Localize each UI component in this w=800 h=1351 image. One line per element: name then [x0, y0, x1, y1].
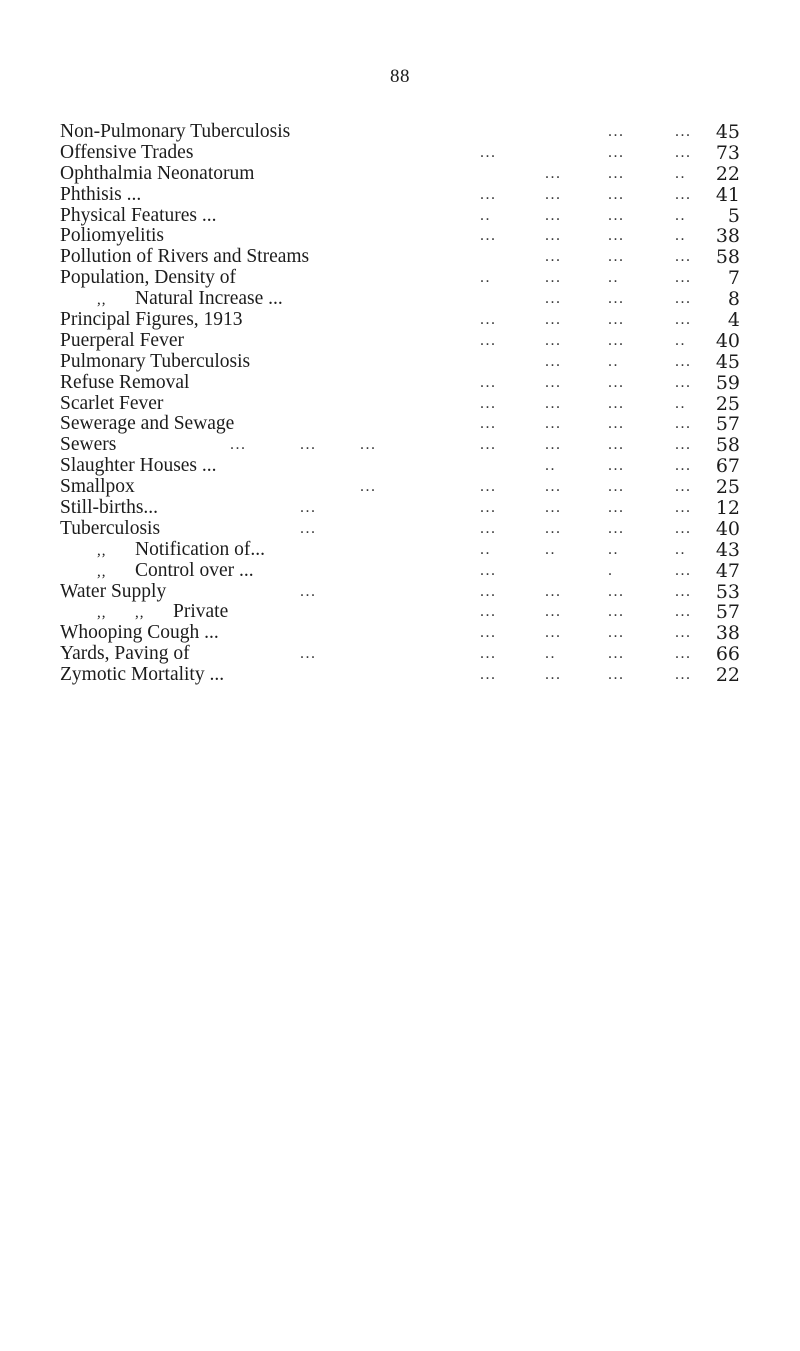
dot-leader: ..: [608, 540, 619, 558]
entry-page-number: 25: [715, 476, 740, 499]
ditto-mark: ,,: [97, 605, 107, 622]
dot-leader: ...: [675, 436, 692, 454]
entry-page-number: 57: [715, 601, 740, 624]
dot-leader: ..: [675, 331, 686, 349]
dot-leader: ...: [545, 352, 562, 370]
entry-page-number: 45: [715, 350, 740, 373]
index-entry: [60, 414, 740, 435]
dot-leader: ...: [480, 143, 497, 161]
ditto-mark: ,,: [97, 563, 107, 580]
dot-leader: ...: [675, 666, 692, 684]
index-entry: [60, 268, 740, 289]
dot-leader: ...: [545, 227, 562, 245]
entry-label: Pollution of Rivers and Streams: [60, 246, 310, 268]
entry-page-number: 38: [715, 225, 740, 248]
entry-page-number: 58: [715, 246, 740, 269]
index-entry: [60, 352, 740, 373]
dot-leader: ...: [480, 373, 497, 391]
dot-leader: ...: [480, 415, 497, 433]
dot-leader: ...: [675, 624, 692, 642]
entry-label: Sewers: [60, 434, 117, 456]
dot-leader: ...: [545, 499, 562, 517]
dot-leader: ...: [675, 373, 692, 391]
entry-label: Yards, Paving of: [60, 643, 190, 665]
entry-label: Puerperal Fever: [60, 329, 184, 351]
dot-leader: ..: [608, 352, 619, 370]
dot-leader: ...: [608, 227, 625, 245]
entry-page-number: 73: [715, 141, 740, 164]
index-list: [60, 122, 740, 686]
dot-leader: ...: [545, 185, 562, 203]
entry-page-number: 43: [715, 538, 740, 561]
entry-label: Physical Features ...: [60, 204, 217, 226]
index-entry: [60, 247, 740, 268]
dot-leader: ...: [608, 519, 625, 537]
index-entry: [60, 226, 740, 247]
dot-leader: ...: [675, 499, 692, 517]
index-entry: [60, 331, 740, 352]
dot-leader: ...: [608, 457, 625, 475]
index-entry: [60, 644, 740, 665]
entry-label: Whooping Cough ...: [60, 622, 219, 644]
entry-label: Population, Density of: [60, 267, 237, 289]
index-entry: [60, 206, 740, 227]
ditto-mark: ,,: [135, 605, 145, 622]
dot-leader: ...: [675, 248, 692, 266]
index-entry: [60, 665, 740, 686]
entry-label: Ophthalmia Neonatorum: [60, 162, 255, 184]
dot-leader: ...: [675, 645, 692, 663]
entry-label: Non-Pulmonary Tuberculosis: [60, 121, 291, 142]
dot-leader: ...: [545, 331, 562, 349]
entry-label: Water Supply: [60, 580, 167, 602]
index-entry: [60, 477, 740, 498]
dot-leader: ...: [675, 457, 692, 475]
entry-page-number: 58: [715, 434, 740, 457]
dot-leader: ...: [480, 436, 497, 454]
entry-page-number: 40: [715, 329, 740, 352]
entry-page-number: 53: [715, 580, 740, 603]
dot-leader: ...: [545, 415, 562, 433]
entry-label: [97, 602, 228, 624]
entry-page-number: 45: [715, 121, 740, 143]
entry-label: Phthisis ...: [60, 183, 142, 205]
dot-leader: ...: [480, 645, 497, 663]
dot-leader: ...: [608, 624, 625, 642]
entry-page-number: 22: [715, 162, 740, 185]
dot-leader: ...: [608, 248, 625, 266]
entry-label: Scarlet Fever: [60, 392, 164, 414]
entry-page-number: 41: [715, 183, 740, 206]
dot-leader: ..: [545, 457, 556, 475]
dot-leader: ...: [545, 206, 562, 224]
dot-leader: ...: [545, 269, 562, 287]
dot-leader: ...: [675, 269, 692, 287]
dot-leader: ...: [300, 436, 317, 454]
entry-page-number: 66: [715, 643, 740, 666]
index-entry: [60, 164, 740, 185]
dot-leader: ...: [608, 666, 625, 684]
dot-leader: ...: [480, 603, 497, 621]
dot-leader: ...: [675, 185, 692, 203]
index-entry: [60, 310, 740, 331]
dot-leader: ...: [360, 436, 377, 454]
dot-leader: ...: [675, 290, 692, 308]
dot-leader: ..: [480, 269, 491, 287]
dot-leader: ...: [300, 519, 317, 537]
dot-leader: ...: [608, 185, 625, 203]
entry-label-text: Notification of...: [135, 538, 265, 560]
dot-leader: ...: [300, 499, 317, 517]
dot-leader: ...: [545, 248, 562, 266]
dot-leader: ...: [608, 206, 625, 224]
ditto-mark: ,,: [97, 292, 107, 309]
index-entry: [60, 394, 740, 415]
dot-leader: ...: [675, 603, 692, 621]
entry-page-number: 12: [715, 497, 740, 520]
dot-leader: ...: [545, 478, 562, 496]
entry-page-number: 5: [727, 204, 740, 227]
dot-leader: ...: [480, 394, 497, 412]
dot-leader: ...: [480, 478, 497, 496]
entry-label: Pulmonary Tuberculosis: [60, 350, 251, 372]
entry-label: Refuse Removal: [60, 371, 190, 393]
entry-page-number: 67: [715, 455, 740, 478]
dot-leader: ...: [608, 582, 625, 600]
dot-leader: ...: [545, 519, 562, 537]
entry-label: Still-births...: [60, 497, 159, 519]
dot-leader: ...: [675, 143, 692, 161]
dot-leader: ...: [608, 373, 625, 391]
dot-leader: ...: [545, 311, 562, 329]
dot-leader: ...: [480, 519, 497, 537]
dot-leader: ...: [545, 394, 562, 412]
dot-leader: ...: [675, 352, 692, 370]
entry-page-number: 47: [715, 559, 740, 582]
page-number: 88: [390, 66, 410, 87]
index-entry: [60, 582, 740, 603]
dot-leader: ...: [608, 311, 625, 329]
entry-label: Sewerage and Sewage: [60, 413, 235, 435]
entry-page-number: 4: [727, 309, 740, 332]
dot-leader: ...: [545, 582, 562, 600]
dot-leader: ...: [480, 331, 497, 349]
dot-leader: ..: [545, 540, 556, 558]
index-entry: [60, 143, 740, 164]
index-entry: [60, 623, 740, 644]
dot-leader: ..: [675, 164, 686, 182]
dot-leader: ...: [675, 123, 692, 140]
dot-leader: ...: [480, 499, 497, 517]
dot-leader: ...: [608, 436, 625, 454]
entry-label: Poliomyelitis: [60, 225, 165, 247]
entry-page-number: 40: [715, 517, 740, 540]
dot-leader: .: [608, 561, 614, 579]
dot-leader: ...: [480, 311, 497, 329]
entry-label-text: Control over ...: [135, 559, 254, 581]
entry-label-text: Natural Increase ...: [135, 288, 283, 310]
dot-leader: ..: [480, 206, 491, 224]
entry-page-number: 7: [727, 267, 740, 290]
dot-leader: ...: [545, 666, 562, 684]
ditto-mark: ,,: [97, 542, 107, 559]
entry-label: Slaughter Houses ...: [60, 455, 217, 477]
entry-label: Zymotic Mortality ...: [60, 664, 225, 686]
dot-leader: ...: [608, 331, 625, 349]
dot-leader: ...: [300, 645, 317, 663]
entry-label: Smallpox: [60, 476, 135, 498]
dot-leader: ...: [480, 227, 497, 245]
entry-page-number: 25: [715, 392, 740, 415]
dot-leader: ...: [545, 373, 562, 391]
dot-leader: ...: [480, 582, 497, 600]
dot-leader: ...: [608, 645, 625, 663]
index-entry: [60, 373, 740, 394]
dot-leader: ...: [675, 582, 692, 600]
entry-label: [97, 561, 254, 583]
dot-leader: ..: [675, 540, 686, 558]
entry-page-number: 8: [727, 288, 740, 311]
dot-leader: ...: [608, 415, 625, 433]
dot-leader: ...: [480, 185, 497, 203]
dot-leader: ...: [300, 582, 317, 600]
entry-label: Offensive Trades: [60, 141, 194, 163]
index-entry: [60, 498, 740, 519]
dot-leader: ...: [545, 624, 562, 642]
entry-page-number: 22: [715, 664, 740, 687]
index-entry: [60, 289, 740, 310]
dot-leader: ..: [675, 227, 686, 245]
dot-leader: ...: [480, 624, 497, 642]
dot-leader: ...: [480, 561, 497, 579]
index-entry: [60, 602, 740, 623]
dot-leader: ...: [608, 143, 625, 161]
dot-leader: ...: [545, 164, 562, 182]
dot-leader: ...: [480, 666, 497, 684]
dot-leader: ...: [360, 478, 377, 496]
dot-leader: ...: [608, 603, 625, 621]
index-entry: [60, 561, 740, 582]
dot-leader: ..: [480, 540, 491, 558]
dot-leader: ...: [608, 164, 625, 182]
dot-leader: ..: [675, 206, 686, 224]
entry-page-number: 57: [715, 413, 740, 436]
dot-leader: ...: [608, 499, 625, 517]
dot-leader: ...: [675, 519, 692, 537]
dot-leader: ...: [675, 561, 692, 579]
entry-page-number: 59: [715, 371, 740, 394]
entry-label: Principal Figures, 1913: [60, 309, 243, 331]
dot-leader: ...: [608, 123, 625, 140]
index-entry: [60, 519, 740, 540]
dot-leader: ..: [545, 645, 556, 663]
index-entry: [60, 456, 740, 477]
entry-label-text: Private: [173, 601, 229, 623]
dot-leader: ...: [545, 603, 562, 621]
entry-page-number: 38: [715, 622, 740, 645]
entry-label: Tuberculosis: [60, 517, 161, 539]
dot-leader: ...: [230, 436, 247, 454]
entry-label: [97, 289, 283, 311]
dot-leader: ...: [608, 478, 625, 496]
dot-leader: ...: [675, 478, 692, 496]
dot-leader: ...: [545, 290, 562, 308]
index-entry: [60, 122, 740, 143]
dot-leader: ...: [675, 415, 692, 433]
index-entry: [60, 540, 740, 561]
dot-leader: ...: [608, 394, 625, 412]
dot-leader: ...: [545, 436, 562, 454]
entry-label: [97, 540, 265, 562]
index-entry: [60, 185, 740, 206]
dot-leader: ..: [675, 394, 686, 412]
index-entry: [60, 435, 740, 456]
dot-leader: ...: [608, 290, 625, 308]
dot-leader: ..: [608, 269, 619, 287]
dot-leader: ...: [675, 311, 692, 329]
